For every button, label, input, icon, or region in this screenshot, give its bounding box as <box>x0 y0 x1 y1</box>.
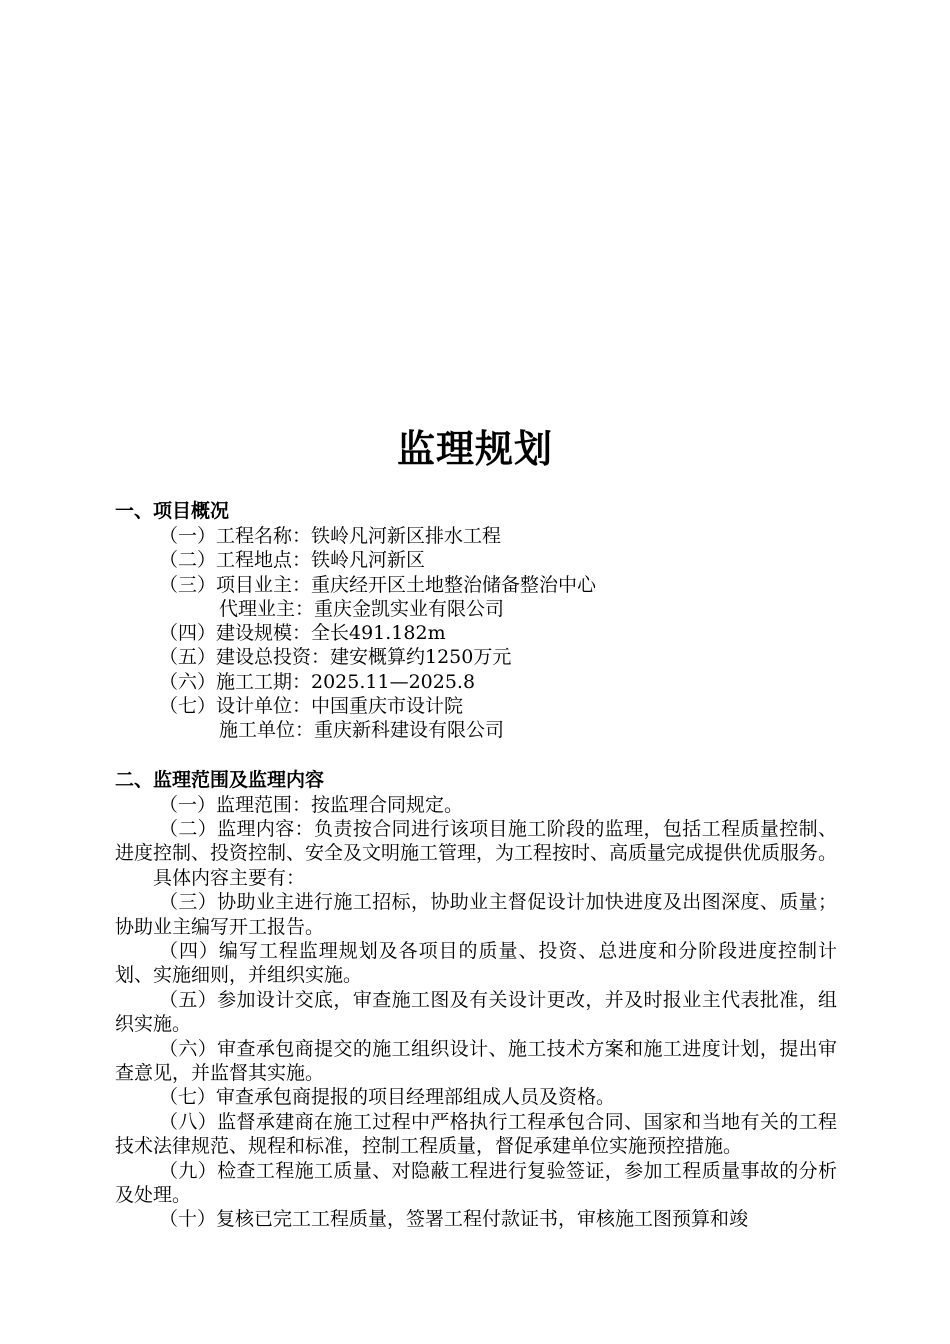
paragraph-item-9: （九）检查工程施工质量、对隐蔽工程进行复验签证，参加工程质量事故的分析及处理。 <box>115 1159 837 1207</box>
paragraph-item-8: （八）监督承建商在施工过程中严格执行工程承包合同、国家和当地有关的工程技术法律规范、规程和标准，控制工程质量，督促承建单位实施预控措施。 <box>115 1110 837 1158</box>
paragraph-intro: 具体内容主要有： <box>153 866 306 889</box>
paragraph-item-10: （十）复核已完工工程质量，签署工程付款证书，审核施工图预算和竣 <box>159 1208 749 1231</box>
paragraph-item-7: （七）审查承包商提报的项目经理部组成人员及资格。 <box>159 1086 616 1109</box>
construction-unit-line: 施工单位：重庆新科建设有限公司 <box>219 719 505 742</box>
paragraph-content: （二）监理内容：负责按合同进行该项目施工阶段的监理，包括工程质量控制、进度控制、投资控制、安全及文明施工管理，为工程按时、高质量完成提供优质服务。 <box>115 818 838 865</box>
project-owner-line: （三）项目业主：重庆经开区土地整治储备整治中心 <box>159 573 597 596</box>
document-body <box>115 498 837 1232</box>
construction-scale-line: （四）建设规模：全长491.182m <box>159 622 446 645</box>
design-unit-line: （七）设计单位：中国重庆市设计院 <box>159 695 464 718</box>
paragraph-scope: （一）监理范围：按监理合同规定。 <box>159 793 464 816</box>
section-heading-overview: 一、项目概况 <box>115 500 230 522</box>
page-title: 监理规划 <box>396 427 553 471</box>
section-spacer <box>115 743 837 767</box>
project-location-line: （二）工程地点：铁岭凡河新区 <box>159 549 426 572</box>
total-investment-line: （五）建设总投资：建安概算约1250万元 <box>159 646 512 669</box>
paragraph-item-6: （六）审查承包商提交的施工组织设计、施工技术方案和施工进度计划，提出审查意见，并监督其实施。 <box>115 1037 837 1085</box>
section-heading-scope: 二、监理范围及监理内容 <box>115 768 325 791</box>
paragraph-item-5: （五）参加设计交底，审查施工图及有关设计更改，并及时报业主代表批准，组织实施。 <box>115 988 837 1036</box>
paragraph-item-3: （三）协助业主进行施工招标，协助业主督促设计加快进度及出图深度、质量；协助业主编写开工报告。 <box>115 891 837 938</box>
agent-owner-line: 代理业主：重庆金凯实业有限公司 <box>219 597 505 620</box>
paragraph-item-4: （四）编写工程监理规划及各项目的质量、投资、总进度和分阶段进度控制计划、实施细则，并组织实施。 <box>115 940 837 987</box>
project-name-line: （一）工程名称：铁岭凡河新区排水工程 <box>159 525 502 547</box>
construction-period-line: （六）施工工期：2025.11—2025.8 <box>159 670 476 693</box>
